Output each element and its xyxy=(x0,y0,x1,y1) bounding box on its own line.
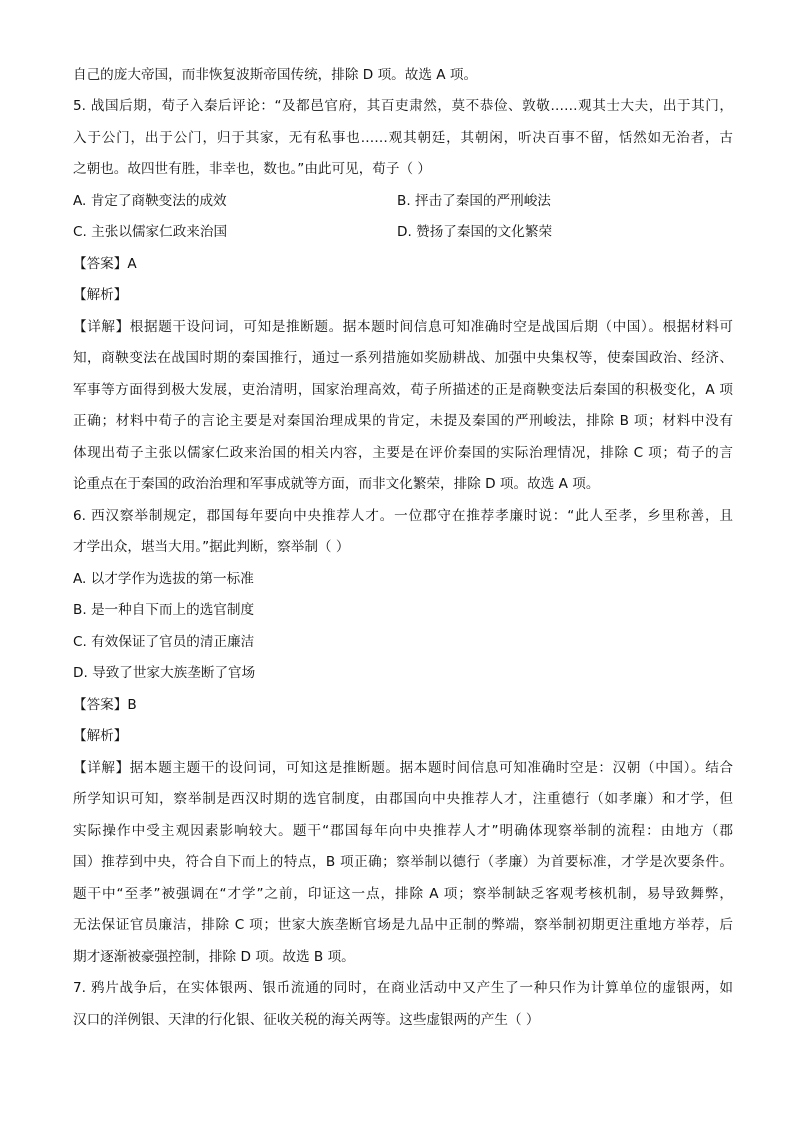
q4-analysis-tail: 自己的庞大帝国，而非恢复波斯帝国传统，排除 D 项。故选 A 项。 xyxy=(73,67,478,83)
q5-option-b: B. 抨击了秦国的严刑峻法 xyxy=(397,193,551,209)
q5-detail-line-4: 正确；材料中荀子的言论主要是对秦国治理成果的肯定，未提及秦国的严刑峻法，排除 B 项；材料中没有 xyxy=(73,413,733,429)
q5-detail-line-5: 体现出荀子主张以儒家仁政来治国的相关内容，主要是在评价秦国的实际治理情况，排除 C 项；荀子的言 xyxy=(73,445,733,461)
q6-stem-line-1: 6. 西汉察举制规定，郡国每年要向中央推荐人才。一位郡守在推荐孝廉时说：“此人至孝，乡里称善，且 xyxy=(73,508,733,524)
q6-option-d: D. 导致了世家大族垄断了官场 xyxy=(73,665,256,681)
q7-stem-line-2: 汉口的洋例银、天津的行化银、征收关税的海关两等。这些虚银两的产生（ ） xyxy=(73,1012,540,1028)
q5-option-a: A. 肯定了商鞅变法的成效 xyxy=(73,193,227,209)
q5-detail-line-6: 论重点在于秦国的政治治理和军事成就等方面，而非文化繁荣，排除 D 项。故选 A 项。 xyxy=(73,476,600,492)
q5-stem-line-1: 5. 战国后期，荀子入秦后评论：“及都邑官府，其百吏肃然，莫不恭俭、敦敬……观其士大夫，出于其门， xyxy=(73,98,733,114)
q6-detail-line-6: 无法保证官员廉洁，排除 C 项；世家大族垄断官场是九品中正制的弊端，察举制初期更注重地方举荐，后 xyxy=(73,917,733,933)
q6-detail-line-3: 实际操作中受主观因素影响较大。题干“郡国每年向中央推荐人才”明确体现察举制的流程：由地方（郡 xyxy=(73,823,733,839)
q6-detail-line-2: 所学知识可知，察举制是西汉时期的选官制度，由郡国向中央推荐人才，注重德行（如孝廉）和才学，但 xyxy=(73,791,733,807)
q5-stem-line-2: 入于公门，出于公门，归于其家，无有私事也……观其朝廷，其朝闲，听决百事不留，恬然如无治者，古 xyxy=(73,130,733,146)
q5-option-d: D. 赞扬了秦国的文化繁荣 xyxy=(397,224,553,240)
q6-detail-line-1: 【详解】据本题主题干的设问词，可知这是推断题。据本题时间信息可知准确时空是：汉朝（中国）。结合 xyxy=(73,760,733,776)
q5-detail-line-3: 军事等方面得到极大发展，吏治清明，国家治理高效，荀子所描述的正是商鞅变法后秦国的积极变化，A 项 xyxy=(73,382,733,398)
q5-option-c: C. 主张以儒家仁政来治国 xyxy=(73,224,228,240)
q5-analysis-label: 【解析】 xyxy=(73,287,128,303)
q6-detail-line-4: 国）推荐到中央，符合自下而上的特点，B 项正确；察举制以德行（孝廉）为首要标准，才学是次要条件。 xyxy=(73,854,733,870)
q6-option-b: B. 是一种自下而上的选官制度 xyxy=(73,602,255,618)
q6-analysis-label: 【解析】 xyxy=(73,728,128,744)
q5-detail-line-1: 【详解】根据题干设问词，可知是推断题。据本题时间信息可知准确时空是战国后期（中国）。根据材料可 xyxy=(73,319,733,335)
q6-stem-line-2: 才学出众，堪当大用。”据此判断，察举制（ ） xyxy=(73,539,350,555)
q5-stem-line-3: 之朝也。故四世有胜，非幸也，数也。”由此可见，荀子（ ） xyxy=(73,161,431,177)
q6-answer: 【答案】B xyxy=(73,697,137,713)
q5-detail-line-2: 知，商鞅变法在战国时期的秦国推行，通过一系列措施如奖励耕战、加强中央集权等，使秦国政治、经济、 xyxy=(73,350,733,366)
q6-detail-line-7: 期才逐渐被豪强控制，排除 D 项。故选 B 项。 xyxy=(73,949,355,965)
q6-option-c: C. 有效保证了官员的清正廉洁 xyxy=(73,634,255,650)
q5-answer: 【答案】A xyxy=(73,256,137,272)
q6-option-a: A. 以才学作为选拔的第一标准 xyxy=(73,571,254,587)
q6-detail-line-5: 题干中“至孝”被强调在“才学”之前，印证这一点，排除 A 项；察举制缺乏客观考核机制，易导致舞弊， xyxy=(73,886,733,902)
q7-stem-line-1: 7. 鸦片战争后，在实体银两、银币流通的同时，在商业活动中又产生了一种只作为计算单位的虚银两，如 xyxy=(73,980,733,996)
